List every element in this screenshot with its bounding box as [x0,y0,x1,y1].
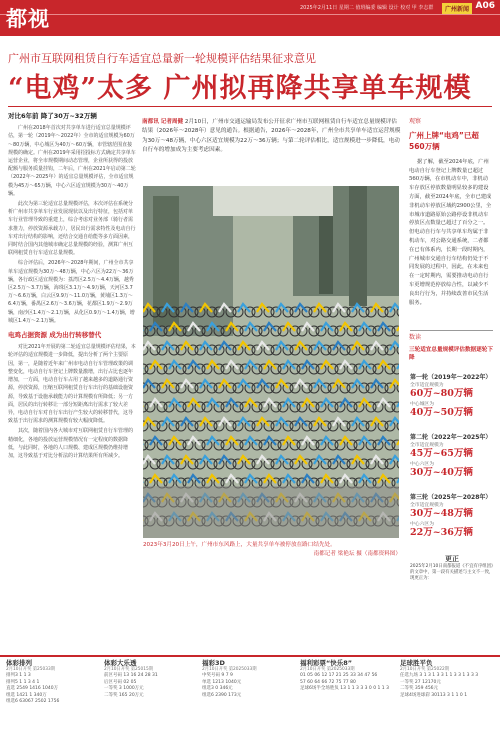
phase-label: 全市适宜规模为 [410,443,444,448]
section-label: 广州新闻 [442,3,472,14]
phase-label: 全市适宜规模为 [410,383,444,388]
lottery-title: 体彩大乐透 [104,659,137,667]
phase-title: 第一轮（2019年～2022年） [410,374,492,381]
headline-kicker: 广州市互联网租赁自行车适宜总量新一轮规模评估结果征求意见 [8,52,316,65]
section-brand: 都视 [6,6,50,31]
lottery-sub: 2月10日开奖 第2025033期 [300,666,355,672]
phase-label: 中心六区为 [410,522,434,527]
lottery-box [202,660,298,699]
lottery-line: 组选6 63067 2502 1756 [6,699,60,704]
phase-title: 第二轮（2022年～2025年） [410,434,492,441]
lottery-line: 中奖号码 9 7 9 [202,673,233,678]
bike-parking-illustration [143,186,399,538]
paragraph: 此次为第三轮适宜总量规模评估，本次评估在系统分析广州市共享单车行业发展现状以及出行特征，包括对单车行业管理导致的重建上，综合考虑对业务部（骑行者需求推力，停放资源承载力），居民出行需求特性及电动自行车对出行结构的影响，还结合交通自给能等多方面因素，同时结合国内其他城市确定总量规模的经验，测算广州互联网租赁自行车适宜总量规模。 [8,201,136,257]
lottery-box [400,660,496,699]
main-headline: “电鸡”太多 广州拟再降共享单车规模 [8,73,472,104]
paragraph: 综合评估后，2026年～2028年期间，广州全市共享单车适宜规模为30万～48万辆，中心六区为22万～36万辆，各行政区适宜规模为：荔湾区2.5万～4.4万辆，越秀区2.5万～3.7万辆，海珠区3.1万～4.9万辆，天河区3.7万～6.6万辆，白云区9.9万～11.0万辆，黄埔区1.3万～6.4万辆，番禺区2.6万～3.6万辆，花都区1.9万～2.9万辆，南沙区1.4万～2.1万辆，从化区0.9万～1.4万辆，增城区1.4万～2.1万辆。 [8,260,135,324]
lottery-line: 直选 2549 1416 1040万 [6,686,59,691]
lottery-line: 足球6场半全场胜负 13 1 1 3 3 3 0 0 1 1 3 [300,686,389,691]
subhead: 对比6年前 降了30万~32万辆 [8,112,97,120]
page-number: A06 [475,1,495,11]
phase-value: 30万~40万辆 [410,467,473,478]
summary-title: 三轮适宜总量规模评估数据逐轮下降 [409,346,493,361]
lottery-box [104,660,200,699]
lottery-line: 单选 1213 1040元 [202,679,242,685]
lottery-line: 二等奖 165 20万元 [104,692,144,698]
sidebar-divider [410,330,493,331]
paragraph: 广州在2018年首次对共享单车进行适宜总量规模评估，第一轮（2019年～2022年）全市的适宜规模为60万～80万辆，中心城区为40万～60万辆，市管辖范围直接规模的确定。广州在2019年采用招投标方式确定共享单车运营企业，将全市规模期间动态管理，企业所获得的投放配额与服务质量挂钩，二年后，广州在2021年启动第二轮（2022年～2025年）的适宜总量规模评估，全市适宜规模为45万～65万辆，中心六区适宜规模为30万～40万辆。 [8,125,136,197]
summary-tag: 数读 [409,334,422,341]
lead-paragraph [142,118,402,156]
reporter-byline: 南都讯 记者周健 [142,119,184,125]
lottery-line: 一等奖 27 12170元 [400,679,441,685]
lottery-line: 组选3 0 346元 [202,686,233,691]
lottery-line: 01 05 06 12 17 21 25 33 34 47 56 [300,673,378,678]
lottery-rule [0,655,500,657]
sidebar-text: 据了解，截至2024年底，广州电动自行车登记上牌数量已超过560万辆，在市机动车中，非机动车存放区停放数量明显较多的建设方面，截至2024年底，全市已建成非机动车停放区域约2900公里，全市城市道路原始公路停设非机动车停放区点数量已超过了百分之一。但电动自行车与共享单车均属于非机动车，对公路交通系统，二者都在已有体系内，长期一段时期内，广州城市交通自行车结构仍处于不同发展的过程中，因此，在未来也在一定时期内，需要推动电动自行车更增规范停放综合性，以减少不良出行行为，并持续改善市民生活服务。 [409,158,492,306]
lottery-box [6,660,102,706]
lottery-line: 后区号码 02 05 [104,679,137,685]
masthead [0,0,500,36]
phase-label: 中心城区为 [410,402,434,407]
lottery-line: 一等奖 3 1000万元 [104,686,144,691]
news-photo [143,186,399,538]
phase-label: 全市适宜规模为 [410,503,444,508]
sidebar-title: 广州上牌“电鸡”已超560万辆 [409,130,479,151]
sidebar-tag: 观察 [409,118,422,125]
phase-value: 60万~80万辆 [410,388,473,399]
phase-block [410,492,494,539]
lottery-line: 排列3 1 1 3 [6,673,31,678]
masthead-rule [0,14,500,15]
lottery-sub: 2月10日开奖 第25033期 [6,666,56,672]
caption-text: 2023年3月20日上午，广州市东风路上，大量共享单车被停放在路口结先处。 [143,542,336,548]
phase-block [410,372,494,419]
lottery-box [300,660,396,693]
lottery-line: 任选九场 3 1 3 1 3 3 1 1 3 3 1 3 3 3 [400,673,479,678]
lottery-title: 福利彩票“快乐8” [300,659,353,667]
photo-caption [143,541,401,559]
lottery-line: 排列5 1 1 3 4 1 [6,679,40,685]
lottery-line: 足球4场进球彩 30113 3 1 1 0 1 [400,692,468,698]
lottery-title: 足球胜平负 [400,659,433,667]
section-heading: 电鸡占据资源 成为出行转移替代 [8,331,102,340]
date-line: 2025年2月11日 星期二 值班编委 编辑 设计 校对 甲 李志群 [300,5,434,11]
phase-label: 中心六区为 [410,462,434,467]
lottery-line: 57 60 64 66 72 75 77 80 [300,679,356,685]
lottery-title: 体彩排列 [6,659,32,667]
phase-value: 45万~65万辆 [410,448,473,459]
headline-rule [8,106,492,107]
phase-value: 30万~48万辆 [410,508,473,519]
lottery-line: 二等奖 359 456元 [400,686,439,691]
paragraph: 对比2021年开展的第二轮适宜总量规模评估结果，本轮评估的适宜规模进一步降低，提出分析了两个主要原因，第一，是随着近年来广州市电动自行车管理政策的调整变化，电动自行车登记上牌数量激增，出行占比也逐年增加，一方面，电动自行车占用了越来越多的道路通行资源，停放资源，压缩互联网租赁自行车出行的基础设施资源，导致基于设施承载能力的计算规模有所降低；另一方面，居民的出行转移让一部分短距离出行需求了较大差异，电动自行车对自行车出行产生较大的转移替代，这导致基于出行需求的测算规模有较大幅度降低。 [8,344,136,425]
lead-text: 2月10日，广州市交通运输局发布公开征求广州市互联网租赁自行车适宜总量规模评估结果（2026年～2028年）意见的通告。根据通告，2026年～2028年，广州全市共享单车适宜运营规模为30万～48万辆，中心六区适宜规模为22万～36万辆；与第二轮评估相比，适宜规模进一步降低，电动自行车的增加成为主要考虑因素。 [142,119,401,154]
lottery-sub: 2月10日开奖 第25022期 [400,666,450,672]
lottery-sub: 2月10日开奖 第25015期 [104,666,154,672]
phase-title: 第三轮（2025年～2028年） [410,494,492,501]
photo-credit: 南都记者 梁艳坛 摄（南都资料图） [313,551,401,557]
lottery-line: 组选 1421 1 340万 [6,692,47,698]
lottery-line: 组选6 2390 173元 [202,692,242,698]
sidebar-observation [409,118,493,307]
correction-title: 更正 [445,555,459,563]
phase-value: 22万~36万辆 [410,527,473,538]
lottery-sub: 2月10日开奖 第2025033期 [202,666,257,672]
lottery-line: 前区号码 13 16 24 28 31 [104,673,158,678]
phase-value: 40万~50万辆 [410,407,473,418]
paragraph: 其次，随着国内各大城市对互联网租赁自行车管理的精细化，各地的投放运营规模情况有一定程度的数据降低，与此同时，各地的人口规模、建成区规模仍维持增加，这导致基于对比分析法的计算结果所有所减少。 [8,428,134,459]
left-column [8,112,136,462]
correction-text: 2025年2月10日南都报道《不宜有序组团》的文章中，第一段有关描述与主文不一致，现更正为： [410,564,494,581]
correction-notice [410,556,494,582]
lottery-title: 福彩3D [202,659,225,667]
sidebar-summary [409,334,493,362]
phase-block [410,432,494,479]
